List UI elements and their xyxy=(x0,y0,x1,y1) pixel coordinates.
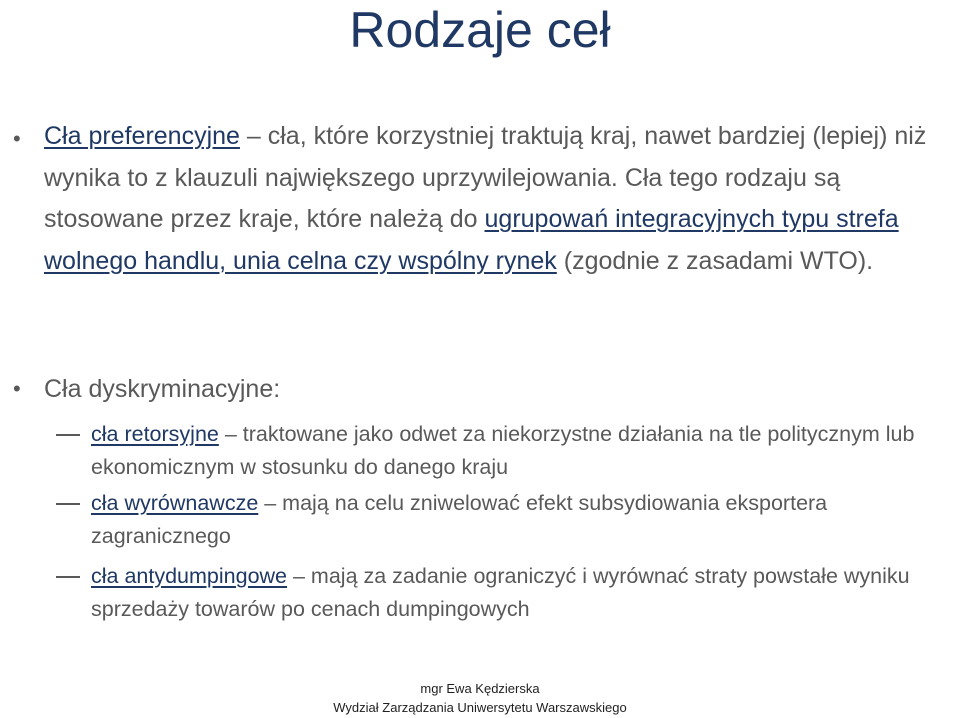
term-preferential: Cła preferencyjne xyxy=(44,122,240,150)
sub-item-text: – traktowane jako odwet za niekorzystne działania na tle politycznym lub ekonomicznym w stosunku do danego kraju xyxy=(91,422,915,479)
term-antidumping: cła antydumpingowe xyxy=(91,564,288,588)
term-retaliatory: cła retorsyjne xyxy=(91,422,219,446)
bullet-preferential-duties xyxy=(44,116,949,282)
bullet-discriminatory-heading: Cła dyskryminacyjne: xyxy=(44,375,281,403)
bullet1-text-a: – cła, które korzystniej traktują kraj, nawet bardziej (lepiej) niż wynika to z klauzuli największego uprzywilejowania. Cła tego rodzaju są stosowane przez kraje, które należą do xyxy=(44,122,927,233)
footer-institution: Wydział Zarządzania Uniwersytetu Warszawskiego xyxy=(333,700,627,715)
slide-title: Rodzaje ceł xyxy=(349,2,611,58)
dash-icon xyxy=(56,503,80,505)
sub-item-retaliatory xyxy=(91,418,951,484)
dash-icon xyxy=(56,576,80,578)
sub-item-text: – mają za zadanie ograniczyć i wyrównać straty powstałe wyniku sprzedaży towarów po cenach dumpingowych xyxy=(91,564,910,621)
bullet1-text-b: (zgodnie z zasadami WTO). xyxy=(556,246,874,275)
sub-item-text: – mają na celu zniwelować efekt subsydiowania eksportera zagranicznego xyxy=(91,491,828,548)
bullet-dot-icon: • xyxy=(13,126,21,151)
dash-icon xyxy=(56,434,80,436)
sub-item-countervailing xyxy=(91,487,951,553)
sub-item-antidumping xyxy=(91,560,951,626)
term-countervailing: cła wyrównawcze xyxy=(91,491,259,515)
bullet-dot-icon: • xyxy=(13,376,21,401)
integration-groups-link: ugrupowań integracyjnych typu strefa wolnego handlu, unia celna czy wspólny rynek xyxy=(44,205,899,275)
footer-author: mgr Ewa Kędzierska xyxy=(420,681,540,696)
